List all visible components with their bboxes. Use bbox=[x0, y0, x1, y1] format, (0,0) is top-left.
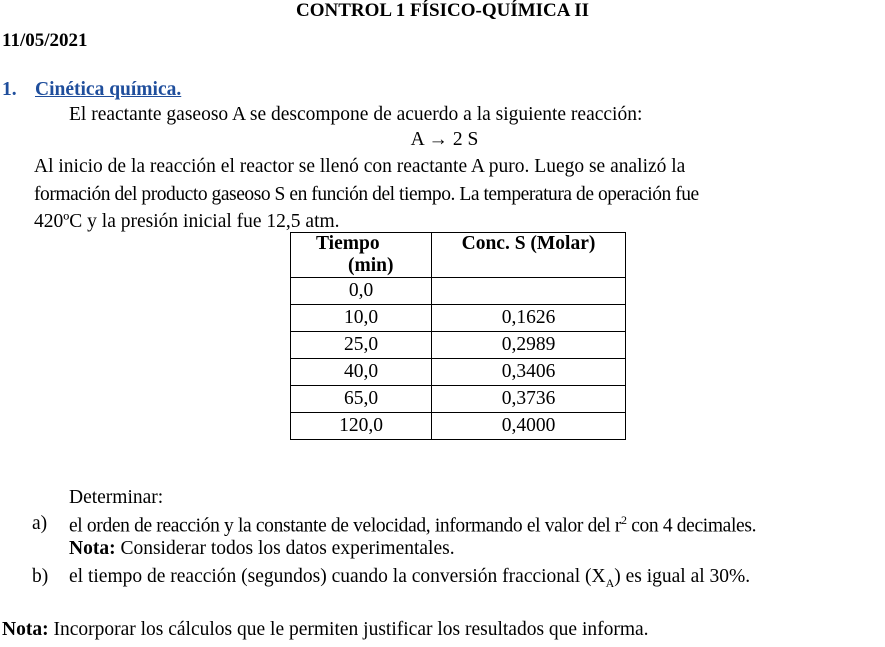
question-a-note bbox=[69, 538, 455, 560]
document-title: CONTROL 1 FÍSICO-QUÍMICA II bbox=[296, 0, 589, 21]
paragraph-line-3: 420ºC y la presión inicial fue 12,5 atm. bbox=[34, 211, 340, 232]
header-time-label: Tiempo bbox=[316, 233, 380, 254]
cell-time: 120,0 bbox=[291, 413, 432, 440]
cell-concentration: 0,3406 bbox=[432, 359, 626, 386]
intro-text: El reactante gaseoso A se descompone de acuerdo a la siguiente reacción: bbox=[69, 104, 643, 125]
kinetics-data-table bbox=[290, 232, 626, 440]
product-label: 2 S bbox=[452, 129, 479, 150]
table-row bbox=[291, 332, 626, 359]
cell-concentration bbox=[432, 278, 626, 305]
header-concentration: Conc. S (Molar) bbox=[432, 233, 626, 278]
cell-time: 40,0 bbox=[291, 359, 432, 386]
footer-note bbox=[2, 619, 649, 641]
section-number: 1. bbox=[2, 79, 17, 100]
table-row bbox=[291, 359, 626, 386]
document-date: 11/05/2021 bbox=[2, 30, 88, 51]
question-a-text bbox=[69, 513, 756, 538]
header-time-unit: (min) bbox=[348, 255, 394, 276]
table-row bbox=[291, 278, 626, 305]
question-b-text-main: el tiempo de reacción (segundos) cuando la conversión fraccional (X bbox=[69, 566, 606, 587]
conversion-subscript: A bbox=[605, 575, 615, 590]
question-a-label: a) bbox=[32, 513, 48, 534]
cell-time: 10,0 bbox=[291, 305, 432, 332]
table-header-row bbox=[291, 233, 626, 278]
paragraph-line-2: formación del producto gaseoso S en función del tiempo. La temperatura de operación fue bbox=[34, 184, 699, 205]
question-a-note-text: Considerar todos los datos experimentales. bbox=[115, 538, 455, 559]
header-time bbox=[291, 233, 432, 278]
reaction-equation bbox=[0, 129, 885, 151]
section-title: Cinética química. bbox=[35, 79, 182, 100]
table-row bbox=[291, 413, 626, 440]
question-b-text-tail: ) es igual al 30%. bbox=[614, 566, 751, 587]
table-row bbox=[291, 386, 626, 413]
reactant-label: A bbox=[410, 129, 424, 150]
cell-time: 0,0 bbox=[291, 278, 432, 305]
cell-time: 25,0 bbox=[291, 332, 432, 359]
footer-note-text: Incorporar los cálculos que le permiten justificar los resultados que informa. bbox=[48, 619, 649, 640]
reaction-arrow-icon: → bbox=[428, 129, 449, 150]
cell-concentration: 0,4000 bbox=[432, 413, 626, 440]
question-a-text-tail: con 4 decimales. bbox=[626, 515, 757, 537]
question-b-label: b) bbox=[32, 566, 49, 587]
question-a-text-main: el orden de reacción y la constante de velocidad, informando el valor del r bbox=[69, 515, 622, 537]
cell-concentration: 0,3736 bbox=[432, 386, 626, 413]
question-b-text bbox=[69, 566, 750, 591]
paragraph-line-1: Al inicio de la reacción el reactor se llenó con reactante A puro. Luego se analizó la bbox=[34, 156, 686, 177]
r-squared-superscript: 2 bbox=[621, 513, 627, 527]
cell-concentration: 0,1626 bbox=[432, 305, 626, 332]
cell-time: 65,0 bbox=[291, 386, 432, 413]
questions-lead: Determinar: bbox=[69, 487, 164, 508]
footer-note-label: Nota: bbox=[2, 619, 49, 640]
cell-concentration: 0,2989 bbox=[432, 332, 626, 359]
table-row bbox=[291, 305, 626, 332]
question-a-note-label: Nota: bbox=[69, 538, 116, 559]
